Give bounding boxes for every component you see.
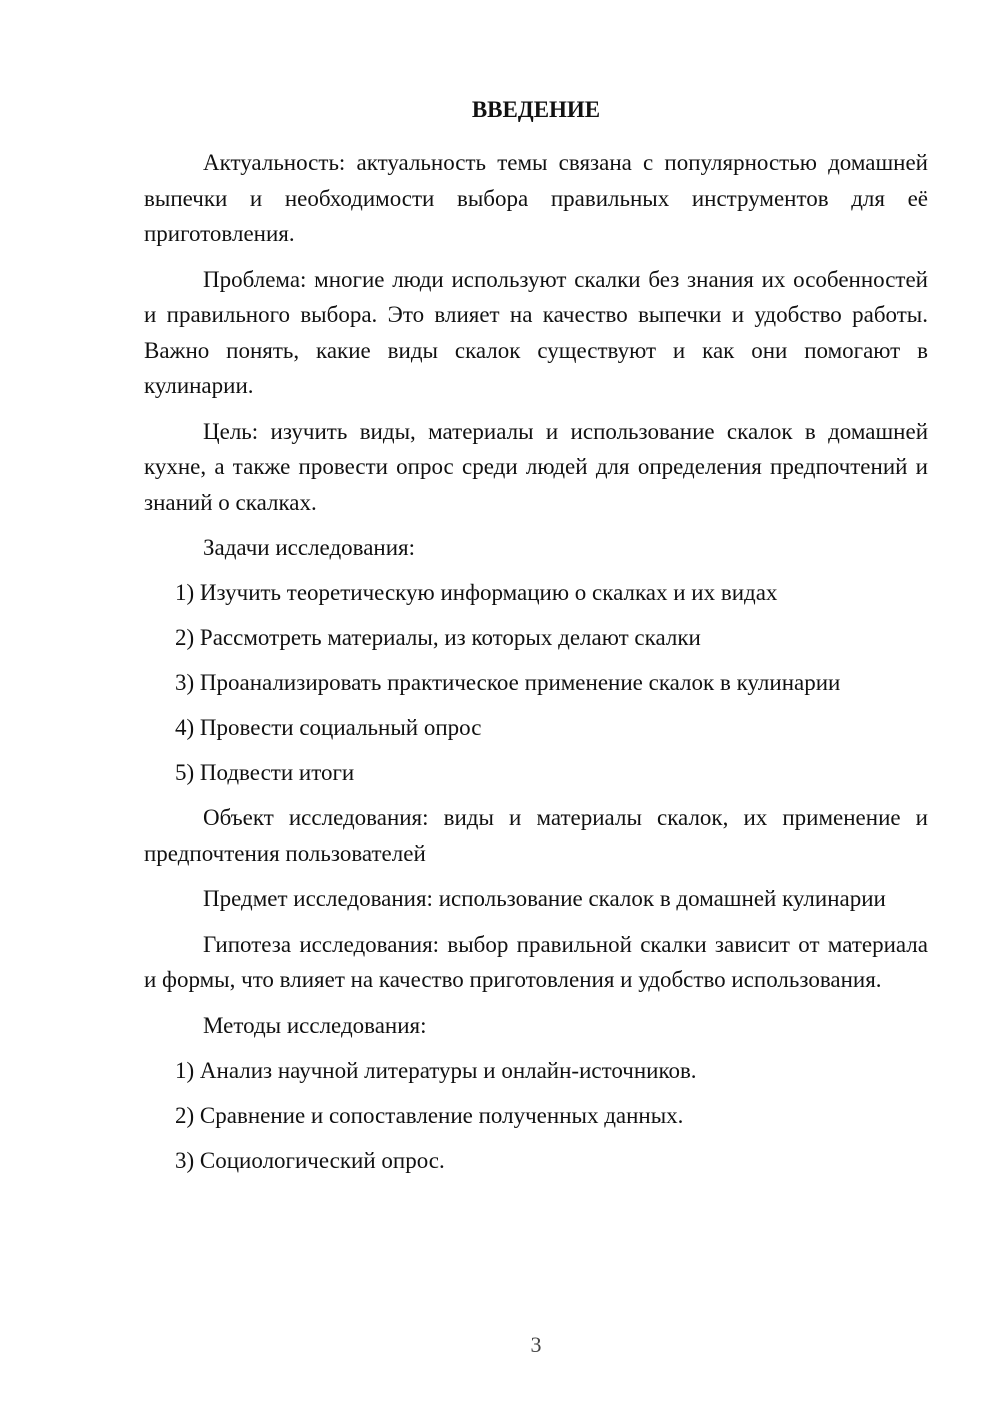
relevance-paragraph: Актуальность: актуальность темы связана с популярностью домашней выпечки и необходимости выбора правильных инструментов для её приготовления. [144, 150, 928, 246]
page-title: ВВЕДЕНИЕ [471, 97, 601, 122]
subject-paragraph: Предмет исследования: использование скалок в домашней кулинарии [203, 886, 886, 911]
task-item: 2) Рассмотреть материалы, из которых делают скалки [175, 625, 701, 650]
task-item: 4) Провести социальный опрос [175, 715, 482, 740]
hypothesis-paragraph: Гипотеза исследования: выбор правильной скалки зависит от материала и формы, что влияет на качество приготовления и удобство использования. [144, 931, 928, 992]
task-item: 3) Проанализировать практическое применение скалок в кулинарии [175, 670, 841, 695]
method-item: 1) Анализ научной литературы и онлайн-источников. [175, 1057, 697, 1083]
object-paragraph: Объект исследования: виды и материалы скалок, их применение и предпочтения пользователей [144, 805, 928, 866]
goal-paragraph: Цель: изучить виды, материалы и использование скалок в домашней кухне, а также провести опрос среди людей для определения предпочтений и знаний о скалках. [144, 418, 928, 515]
page-number: 3 [530, 1332, 542, 1357]
methods-list [144, 1053, 928, 1178]
tasks-list [144, 575, 928, 790]
task-item: 1) Изучить теоретическую информацию о скалках и их видах [175, 580, 778, 605]
problem-paragraph: Проблема: многие люди используют скалки без знания их особенностей и правильного выбора. Это влияет на качество выпечки и удобство работы. Важно понять, какие виды скалок существуют и как они помогают в кулинарии. [144, 266, 928, 398]
tasks-heading: Задачи исследования: [203, 535, 416, 560]
method-item: 3) Социологический опрос. [175, 1147, 445, 1173]
methods-heading: Методы исследования: [203, 1012, 427, 1038]
method-item: 2) Сравнение и сопоставление полученных данных. [175, 1102, 684, 1128]
task-item: 5) Подвести итоги [175, 760, 355, 785]
document-page [144, 95, 928, 1188]
